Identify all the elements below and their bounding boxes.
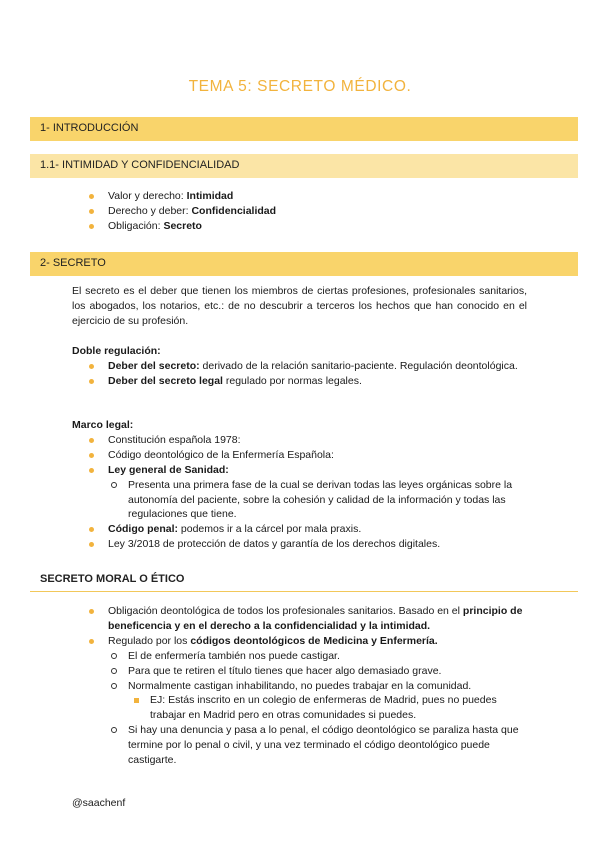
sub-list-item: Presenta una primera fase de la cual se derivan todas las leyes orgánicas sobre la autonomía del paciente, sobre la cohesión y calidad de la información y todas las regulaciones que tiene. <box>108 478 527 523</box>
sub-list-item: Si hay una denuncia y pasa a lo penal, el código deontológico se paraliza hasta que termine por lo penal o civil, y una vez terminado el código deontológico puede castigarte. <box>108 723 527 768</box>
section-heading-secreto: 2- SECRETO <box>30 252 578 276</box>
list-item: Obligación: Secreto <box>72 219 527 234</box>
marco-legal <box>72 418 527 552</box>
section-heading-introduccion: 1- INTRODUCCIÓN <box>30 117 578 141</box>
list-item: Deber del secreto: derivado de la relación sanitario-paciente. Regulación deontológica. <box>72 359 527 374</box>
subsection-heading-intimidad: 1.1- INTIMIDAD Y CONFIDENCIALIDAD <box>30 154 578 178</box>
list-item: Deber del secreto legal regulado por normas legales. <box>72 374 527 389</box>
section-heading-moral: SECRETO MORAL O ÉTICO <box>30 568 578 592</box>
intimidad-list <box>72 189 527 234</box>
moral-list <box>72 604 527 768</box>
list-item: Código deontológico de la Enfermería Española: <box>72 448 527 463</box>
list-item: Ley 3/2018 de protección de datos y garantía de los derechos digitales. <box>72 537 527 552</box>
secreto-definition: El secreto es el deber que tienen los miembros de ciertas profesiones, profesionales sanitarios, los abogados, los notarios, etc.: de no descubrir a terceros los hechos que han conocido en el ejercicio de su profesión. <box>72 285 527 327</box>
list-item: Constitución española 1978: <box>72 433 527 448</box>
marco-legal-label: Marco legal: <box>72 419 134 431</box>
list-item: Obligación deontológica de todos los profesionales sanitarios. Basado en el principio de beneficencia y en el derecho a la confidencialidad y la intimidad. <box>72 604 527 634</box>
list-item: Ley general de Sanidad: Presenta una primera fase de la cual se derivan todas las leyes orgánicas sobre la autonomía del paciente, sobre la cohesión y calidad de la información y todas las regulaciones que tiene. <box>72 463 527 523</box>
list-item: Código penal: podemos ir a la cárcel por mala praxis. <box>72 522 527 537</box>
page-title: TEMA 5: SECRETO MÉDICO. <box>188 78 412 95</box>
sub-list-item: El de enfermería también nos puede castigar. <box>108 649 527 664</box>
list-item: Valor y derecho: Intimidad <box>72 189 527 204</box>
sub-list-item: Para que te retiren el título tienes que hacer algo demasiado grave. <box>108 664 527 679</box>
sub-list-item: Normalmente castigan inhabilitando, no puedes trabajar en la comunidad. EJ: Estás inscrito en un colegio de enfermeras de Madrid, pues no puedes trabajar en Madrid pero en otras comunidades si puedes. <box>108 679 527 724</box>
list-item: Derecho y deber: Confidencialidad <box>72 204 527 219</box>
doble-regulacion-label: Doble regulación: <box>72 345 161 357</box>
doble-regulacion <box>72 344 527 389</box>
author-handle: @saachenf <box>72 797 126 809</box>
list-item: Regulado por los códigos deontológicos de Medicina y Enfermería. El de enfermería también nos puede castigar. Para que te retiren el título tienes que hacer algo demasiado grave. Normalmente castigan inhabilitando, no puedes trabajar en la comunidad. EJ: Estás inscrito en un colegio de enfermeras de Madrid, pues no puedes trabajar en Madrid pero en otras comunidades si puedes. Si hay una denuncia y pasa a lo penal, el código deontológico se paraliza hasta que termine por lo penal o civil, y una vez terminado el código deontológico puede castigarte. <box>72 634 527 768</box>
sub-sub-list-item: EJ: Estás inscrito en un colegio de enfermeras de Madrid, pues no puedes trabajar en Madrid pero en otras comunidades si puedes. <box>128 693 527 723</box>
